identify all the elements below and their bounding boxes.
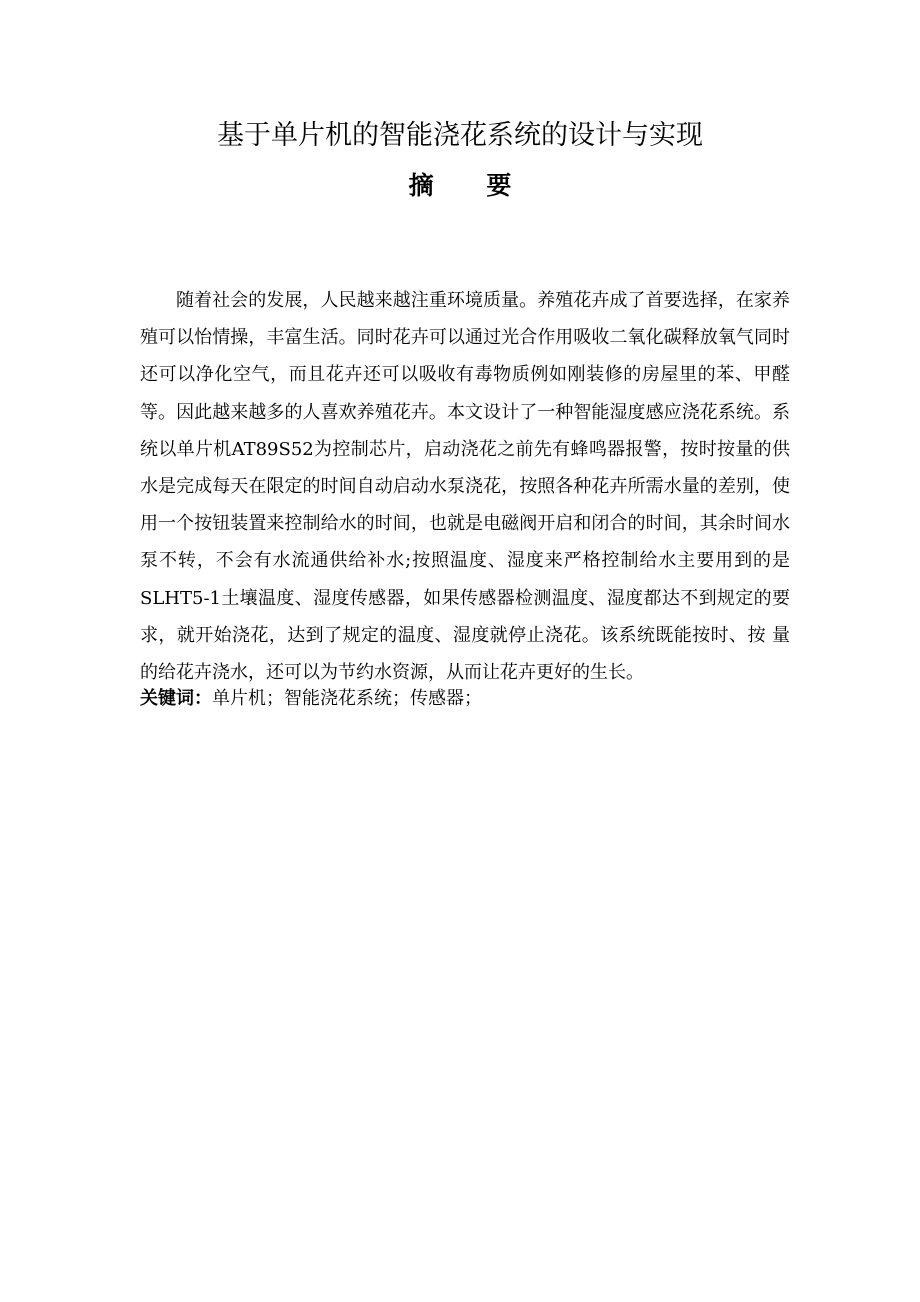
paper-title: 基于单片机的智能浇花系统的设计与实现 [217, 120, 703, 151]
keywords-text: 单片机；智能浇花系统；传感器； [212, 688, 482, 709]
keywords-label: 关键词： [140, 688, 212, 709]
abstract-body: 随着社会的发展，人民越来越注重环境质量。养殖花卉成了首要选择，在家养殖可以怡情操，丰富生活。同时花卉可以通过光合作用吸收二氧化碳释放氧气同时还可以净化空气，而且花卉还可以吸收有毒物质例如刚装修的房屋里的苯、甲醛等。因此越来越多的人喜欢养殖花卉。本文设计了一种智能湿度感应浇花系统。系统以单片机AT89S52为控制芯片，启动浇花之前先有蜂鸣器报警，按时按量的供水是完成每天在限定的时间自动启动水泵浇花，按照各种花卉所需水量的差别，使用一个按钮装置来控制给水的时间，也就是电磁阀开启和闭合的时间，其余时间水泵不转，不会有水流通供给补水;按照温度、湿度来严格控制给水主要用到的是SLHT5-1土壤温度、湿度传感器，如果传感器检测温度、湿度都达不到规定的要求，就开始浇花，达到了规定的温度、湿度就停止浇花。该系统既能按时、按 量的给花卉浇水，还可以为节约水资源，从而让花卉更好的生长。 [140, 290, 790, 684]
keywords-line [140, 680, 790, 717]
abstract-heading: 摘 要 [408, 171, 534, 200]
